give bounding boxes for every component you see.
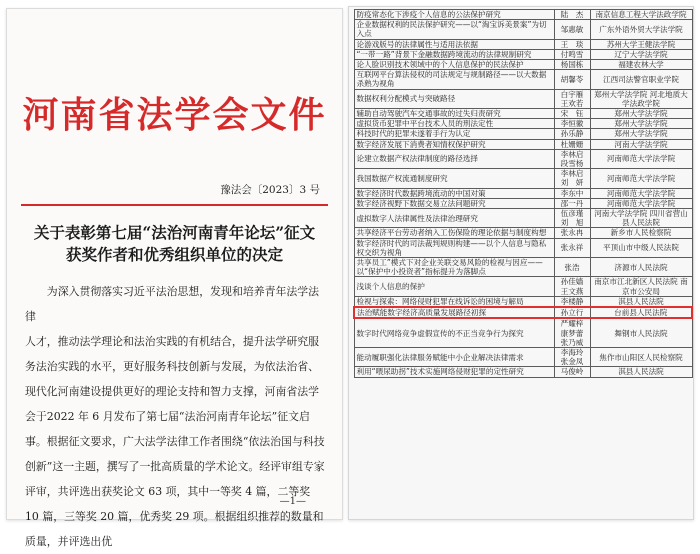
table-row bbox=[354, 307, 692, 318]
unit-cell: 河南大学法学院 四川省营山县人民法院 bbox=[590, 209, 692, 228]
table-row bbox=[354, 49, 692, 59]
paper-title-cell: 论建立数据产权法律制度的路径选择 bbox=[354, 149, 554, 168]
table-row bbox=[354, 188, 692, 198]
unit-cell: 台前县人民法院 bbox=[590, 307, 692, 318]
table-row bbox=[354, 60, 692, 70]
paper-title-cell: 利用“喂尿助拐”技术实施网络侵财犯罪的定性研究 bbox=[354, 367, 554, 377]
paper-title-cell: 论人脸识别技术领域中的个人信息保护的民法保护 bbox=[354, 60, 554, 70]
table-row bbox=[354, 347, 692, 366]
paper-title-cell: 数据权利分配模式与突破路径 bbox=[354, 89, 554, 108]
unit-cell: 淇县人民法院 bbox=[590, 296, 692, 307]
unit-cell: 新乡市人民检察院 bbox=[590, 228, 692, 238]
author-cell: 李海玲 张金凤 bbox=[554, 347, 590, 366]
unit-cell: 淇县人民法院 bbox=[590, 367, 692, 377]
header-divider bbox=[21, 204, 328, 206]
table-row bbox=[354, 39, 692, 49]
table-row bbox=[354, 139, 692, 149]
table-row bbox=[354, 89, 692, 108]
title-line-1: 关于表彰第七届“法治河南青年论坛”征文 bbox=[33, 223, 316, 242]
document-header: 河南省法学会文件 bbox=[22, 94, 327, 136]
unit-cell: 济源市人民法院 bbox=[590, 258, 692, 277]
author-cell: 李楼静 bbox=[554, 296, 590, 307]
paper-title-cell: 数字经济时代数据跨境流动的中国对策 bbox=[354, 188, 554, 198]
award-table-body bbox=[354, 10, 692, 378]
title-line-2: 获奖作者和优秀组织单位的决定 bbox=[65, 245, 283, 264]
table-row bbox=[354, 109, 692, 119]
author-cell: 陆 杰 bbox=[554, 10, 590, 20]
paper-title-cell: 浅谈个人信息的保护 bbox=[354, 277, 554, 296]
paper-title-cell: 企业数据权利的民法保护研究——以“淘宝诉美景案”为切入点 bbox=[354, 20, 554, 39]
table-row bbox=[354, 149, 692, 168]
paper-title-cell: 数字经济视野下数据交易立法问题研究 bbox=[354, 198, 554, 208]
document-title bbox=[21, 222, 328, 266]
author-cell: 李林启 刘 妍 bbox=[554, 169, 590, 188]
page-number: —1— bbox=[279, 496, 306, 507]
document-number: 豫法会〔2023〕3 号 bbox=[220, 184, 320, 196]
unit-cell: 广东外语外贸大学法学院 bbox=[590, 20, 692, 39]
table-row bbox=[354, 277, 692, 296]
paper-title-cell: 我国数据产权流通制度研究 bbox=[354, 169, 554, 188]
unit-cell: 郑州大学法学院 bbox=[590, 129, 692, 139]
unit-cell: 河南师范大学法学院 bbox=[590, 198, 692, 208]
paper-title-cell: 法治赋能数字经济高质量发展路径初探 bbox=[354, 307, 554, 318]
unit-cell: 江西司法警官职业学院 bbox=[590, 70, 692, 89]
author-cell: 孙立行 bbox=[554, 307, 590, 318]
table-row bbox=[354, 20, 692, 39]
table-row bbox=[354, 129, 692, 139]
author-cell: 马俊岭 bbox=[554, 367, 590, 377]
author-cell: 邹惠敏 bbox=[554, 20, 590, 39]
author-cell: 伍彦瑾 刘 旭 bbox=[554, 209, 590, 228]
document-left-page bbox=[6, 8, 343, 548]
table-row bbox=[354, 119, 692, 129]
paper-title-cell: 科技时代的犯罪未遂着手行为认定 bbox=[354, 129, 554, 139]
paper-title-cell: 数字经济时代的司法裁判规则构建——以个人信息与隐私权交织为视角 bbox=[354, 238, 554, 257]
author-cell: 邵一丹 bbox=[554, 198, 590, 208]
paper-title-cell: 论游戏版号的法律属性与适用法依据 bbox=[354, 39, 554, 49]
table-row bbox=[354, 296, 692, 307]
paper-title-cell: “一带一路”背景下金融数据跨境流动的法律规制研究 bbox=[354, 49, 554, 59]
unit-cell: 河南师范大学法学院 bbox=[590, 188, 692, 198]
table-row bbox=[354, 367, 692, 377]
paper-title-cell: 数字时代网络竞争虚假宣传的不正当竞争行为探究 bbox=[354, 318, 554, 347]
author-cell: 宋 钰 bbox=[554, 109, 590, 119]
table-row bbox=[354, 318, 692, 347]
author-cell: 张永祥 bbox=[554, 238, 590, 257]
table-row bbox=[354, 228, 692, 238]
author-cell: 胡馨苓 bbox=[554, 70, 590, 89]
unit-cell: 郑州大学法学院 河北地质大学法政学院 bbox=[590, 89, 692, 108]
paragraph-continuation: 人才，推动法学理论和法治实践的有机结合，提升法学研究服务法治实践的水平，更好服务科技创新与发展，为依法治省、现代化河南建设提供更好的理论支持和智力支撑，河南省法学会于2022 年 6 月发布了第七届“法治河南青年论坛”征文启事。根据征文要求，广大法学法律工作者围绕“依法治国与科技创新”这一主题，撰写了一批高质量的学术论文。经评审组专家评审，共评选出获奖论文 63 项，其中一等奖 4 篇，二等奖 10 篇，三等奖 20 篇，优秀奖 29 项。根据组织推荐的数量和质量，并评选出优 bbox=[25, 335, 325, 548]
unit-cell: 河南大学法学院 bbox=[590, 139, 692, 149]
author-cell: 李恒徽 bbox=[554, 119, 590, 129]
unit-cell: 焦作市山阳区人民检察院 bbox=[590, 347, 692, 366]
unit-cell: 河南师范大学法学院 bbox=[590, 149, 692, 168]
paragraph-first-line: 为深入贯彻落实习近平法治思想，发现和培养青年法学法律 bbox=[25, 285, 320, 323]
document-body bbox=[25, 279, 326, 554]
unit-cell: 南京市江北新区人民法院 南京市公安局 bbox=[590, 277, 692, 296]
author-cell: 付鸣雪 bbox=[554, 49, 590, 59]
author-cell: 杜姗姗 bbox=[554, 139, 590, 149]
unit-cell: 舞钢市人民法院 bbox=[590, 318, 692, 347]
document-right-page bbox=[348, 6, 694, 520]
author-cell: 王 琰 bbox=[554, 39, 590, 49]
unit-cell: 郑州大学法学院 bbox=[590, 119, 692, 129]
table-row bbox=[354, 198, 692, 208]
paper-title-cell: 共享经济平台劳动者纳入工伤保险的理论依据与制度构想 bbox=[354, 228, 554, 238]
table-row bbox=[354, 169, 692, 188]
author-cell: 张浩 bbox=[554, 258, 590, 277]
unit-cell: 南京信息工程大学法政学院 bbox=[590, 10, 692, 20]
table-row bbox=[354, 209, 692, 228]
paper-title-cell: 虚拟数字人法律属性及法律治理研究 bbox=[354, 209, 554, 228]
unit-cell: 平顶山市中级人民法院 bbox=[590, 238, 692, 257]
author-cell: 李东中 bbox=[554, 188, 590, 198]
paper-title-cell: 互联网平台算法侵权的司法规定与规制路径——以大数据杀熟为视角 bbox=[354, 70, 554, 89]
author-cell: 孙佳嫱 王文燕 bbox=[554, 277, 590, 296]
author-cell: 白宇雁 王欢若 bbox=[554, 89, 590, 108]
table-row bbox=[354, 258, 692, 277]
unit-cell: 河南师范大学法学院 bbox=[590, 169, 692, 188]
unit-cell: 辽宁大学法学院 bbox=[590, 49, 692, 59]
paper-title-cell: 防疫常态化下涉疫个人信息的公法保护研究 bbox=[354, 10, 554, 20]
table-row bbox=[354, 10, 692, 20]
author-cell: 李林启 段雪杨 bbox=[554, 149, 590, 168]
paper-title-cell: 共享员工”模式下对企业关联交易风险的检视与因应——以“保护中小投资者”指标提升为落脚点 bbox=[354, 258, 554, 277]
paper-title-cell: 能动履职强化法律服务赋能中小企业解决法律需求 bbox=[354, 347, 554, 366]
paper-title-cell: 检视与探索：网络侵财犯罪在线诉讼的困境与解局 bbox=[354, 296, 554, 307]
paper-title-cell: 数字经济发展下消费者知情权保护研究 bbox=[354, 139, 554, 149]
award-table bbox=[353, 9, 693, 378]
author-cell: 杨国栋 bbox=[554, 60, 590, 70]
table-row bbox=[354, 70, 692, 89]
paper-title-cell: 虚拟货币犯罪中平台技术人员的刑法定性 bbox=[354, 119, 554, 129]
paper-title-cell: 辅助自动驾驶汽车交通事故的过失归责研究 bbox=[354, 109, 554, 119]
author-cell: 孙乐静 bbox=[554, 129, 590, 139]
table-row bbox=[354, 238, 692, 257]
unit-cell: 郑州大学法学院 bbox=[590, 109, 692, 119]
unit-cell: 苏州大学王健法学院 bbox=[590, 39, 692, 49]
unit-cell: 福建农林大学 bbox=[590, 60, 692, 70]
author-cell: 张永冉 bbox=[554, 228, 590, 238]
author-cell: 严耀梓 康梦蕾 张乃威 bbox=[554, 318, 590, 347]
